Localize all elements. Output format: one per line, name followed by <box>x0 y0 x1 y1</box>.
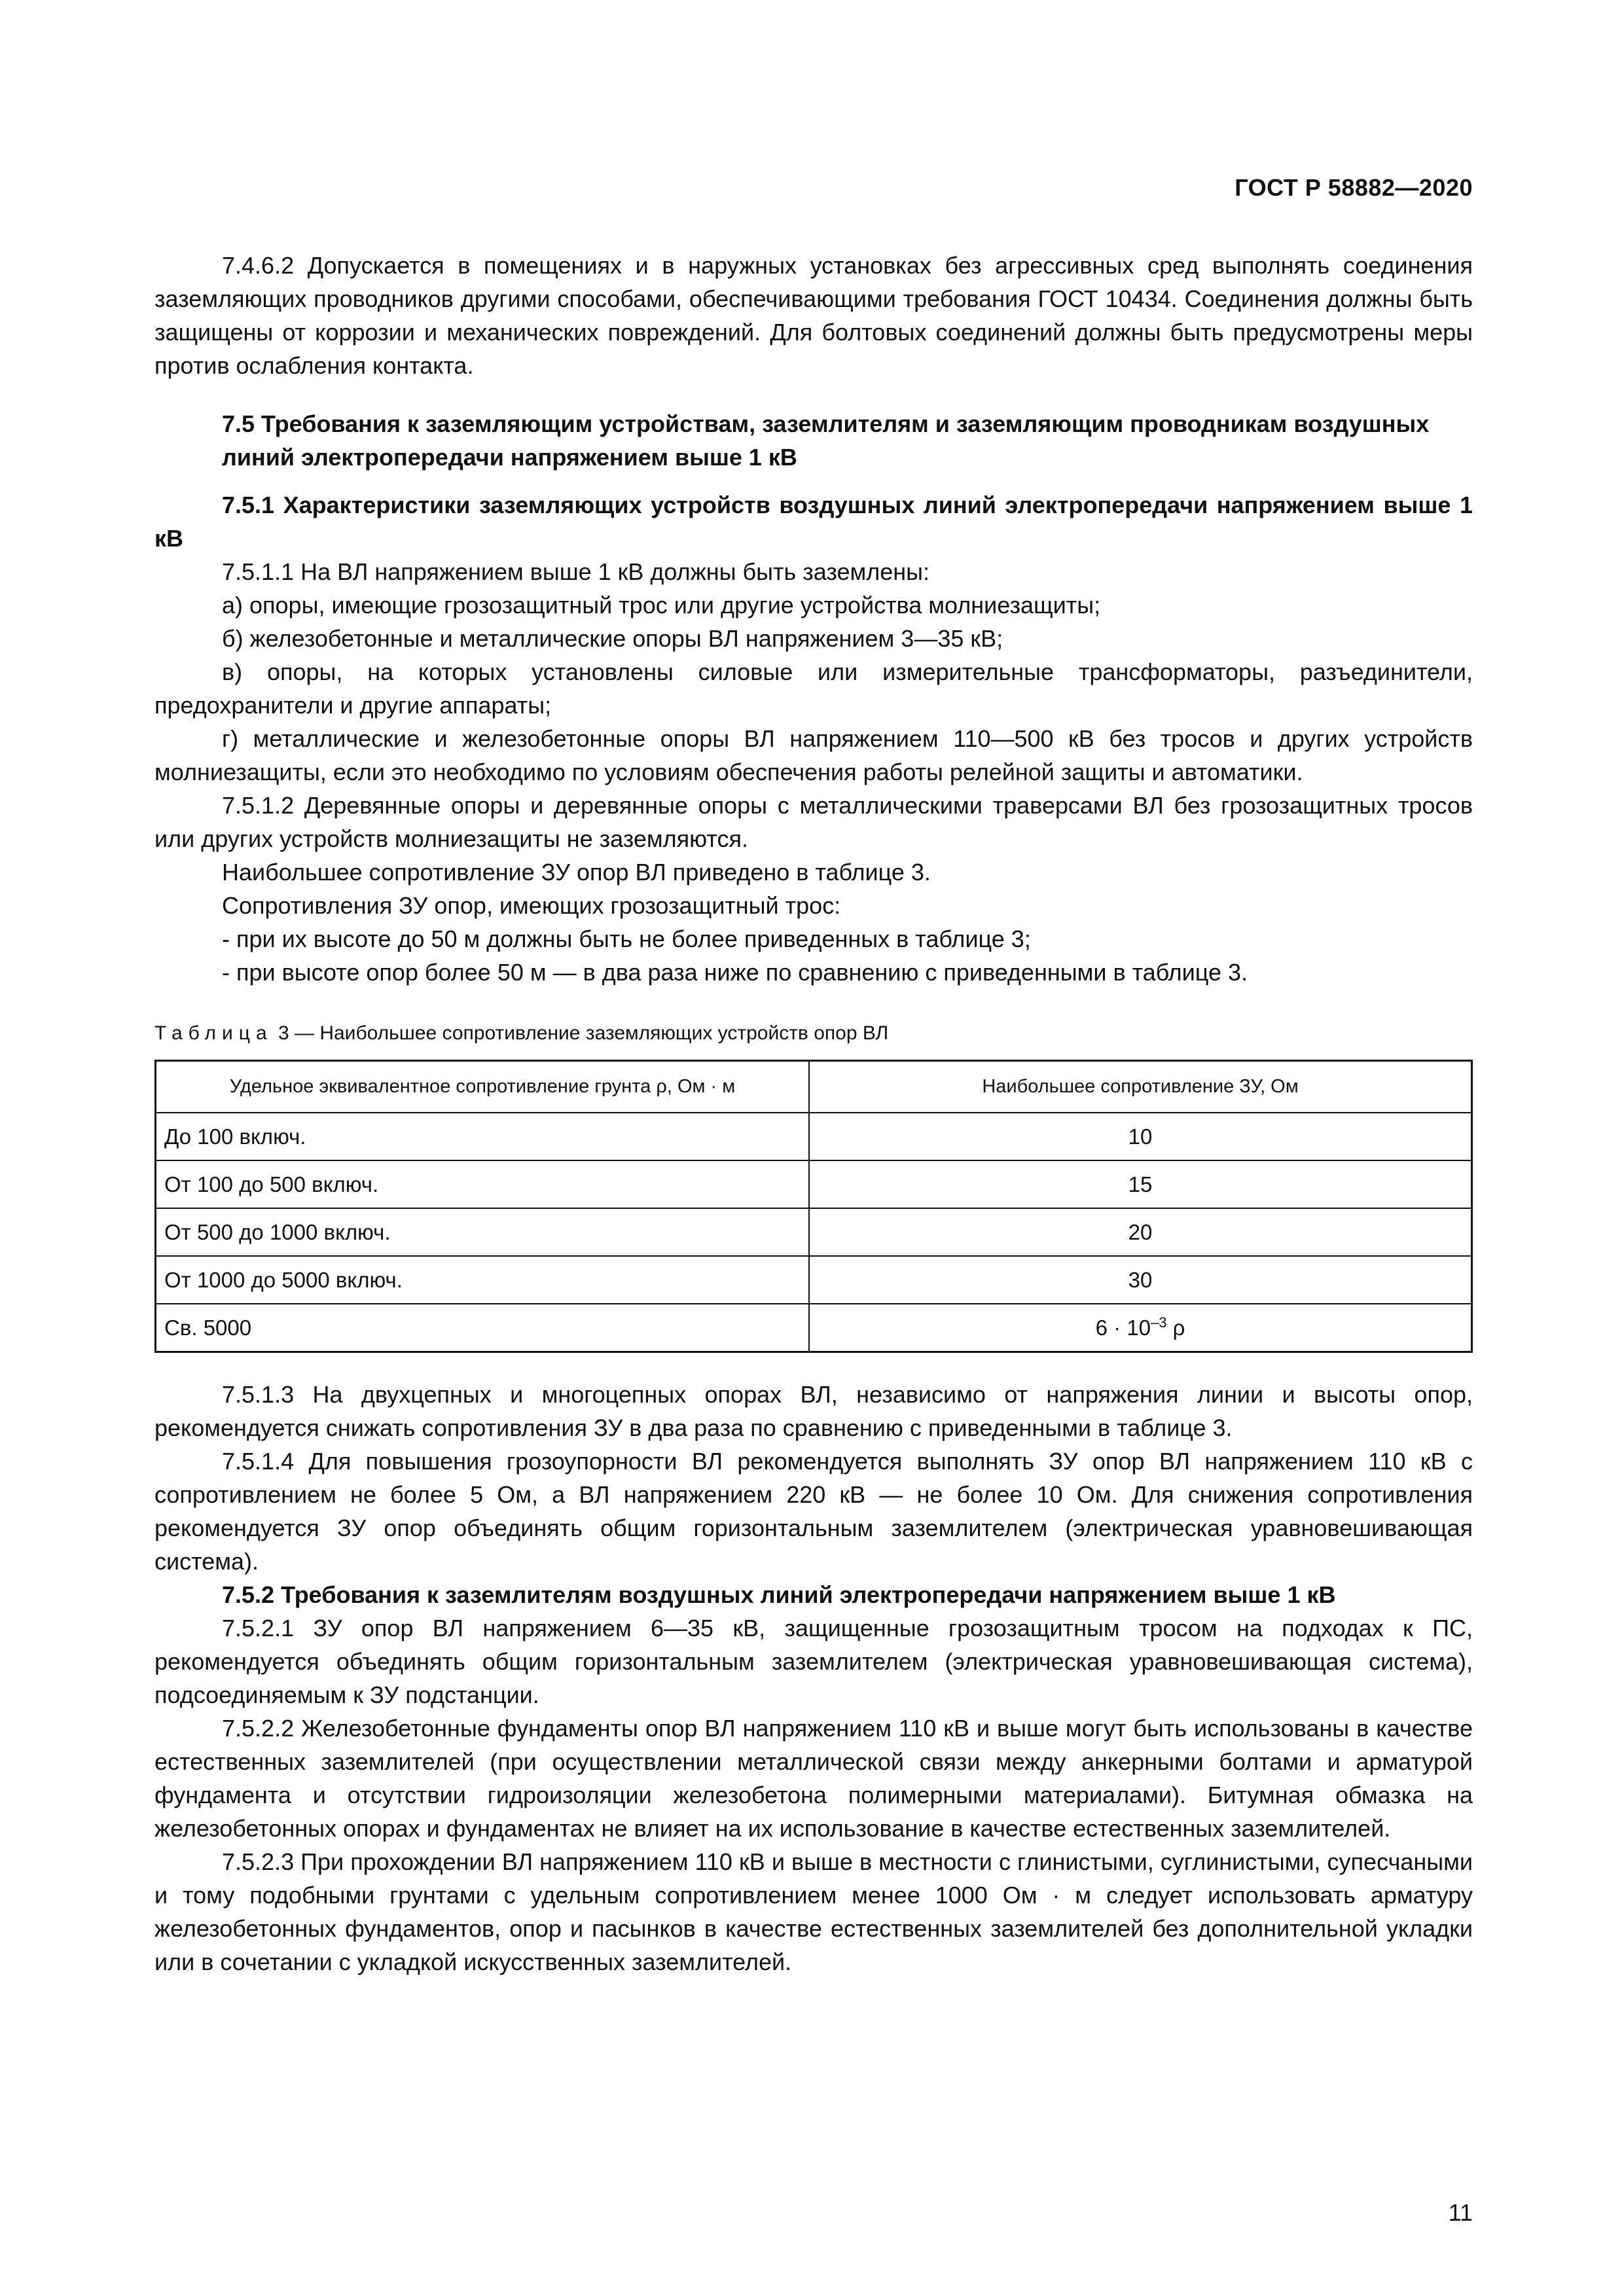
table-cell: 20 <box>809 1208 1472 1256</box>
table-caption <box>154 1020 1473 1047</box>
formula-base: 6 · 10 <box>1095 1316 1151 1340</box>
section-heading-7-5: 7.5 Требования к заземляющим устройствам, заземлителям и заземляющим проводникам воздушных линий электропередачи напряжением выше 1 кВ <box>222 410 1430 471</box>
table-row <box>156 1160 1472 1208</box>
paragraph-7-5-1-2: 7.5.1.2 Деревянные опоры и деревянные опоры с металлическими траверсами ВЛ без грозозащитных тросов или других устройств молниезащиты не заземляются. <box>154 792 1473 852</box>
paragraph-7-4-6-2: 7.4.6.2 Допускается в помещениях и в наружных установках без агрессивных сред выполнять соединения заземляющих проводников другими способами, обеспечивающими требования ГОСТ 10434. Соединения должны быть защищены от коррозии и механических повреждений. Для болтовых соединений должны быть предусмотрены меры против ослабления контакта. <box>154 252 1473 379</box>
table-header-soil-resistivity: Удельное эквивалентное сопротивление грунта ρ, Ом · м <box>156 1061 810 1113</box>
dash-item-1: - при их высоте до 50 м должны быть не более приведенных в таблице 3; <box>222 925 1031 952</box>
table-cell: Св. 5000 <box>156 1304 810 1352</box>
table-cell: От 100 до 500 включ. <box>156 1160 810 1208</box>
table-header-max-resistance: Наибольшее сопротивление ЗУ, Ом <box>809 1061 1472 1113</box>
list-item-g: г) металлические и железобетонные опоры ВЛ напряжением 110—500 кВ без тросов и других устройств молниезащиты, если это необходимо по условиям обеспечения работы релейной защиты и автоматики. <box>154 725 1473 785</box>
table-row <box>156 1304 1472 1352</box>
table-row <box>156 1256 1472 1304</box>
table-cell: 15 <box>809 1160 1472 1208</box>
subsection-heading-7-5-2: 7.5.2 Требования к заземлителям воздушных линий электропередачи напряжением выше 1 кВ <box>222 1581 1336 1608</box>
table-cell: До 100 включ. <box>156 1113 810 1160</box>
formula-rho: ρ <box>1166 1316 1185 1340</box>
paragraph-7-5-1-1: 7.5.1.1 На ВЛ напряжением выше 1 кВ должны быть заземлены: <box>222 558 930 585</box>
table-cell: 10 <box>809 1113 1472 1160</box>
paragraph-7-5-1-3: 7.5.1.3 На двухцепных и многоцепных опорах ВЛ, независимо от напряжения линии и высоты опор, рекомендуется снижать сопротивления ЗУ в два раза по сравнению с приведенными в таблице 3. <box>154 1381 1473 1441</box>
list-item-v: в) опоры, на которых установлены силовые или измерительные трансформаторы, разъединители, предохранители и другие аппараты; <box>154 658 1473 719</box>
table-row <box>156 1208 1472 1256</box>
paragraph-7-5-2-1: 7.5.2.1 ЗУ опор ВЛ напряжением 6—35 кВ, защищенные грозозащитным тросом на подходах к ПС, рекомендуется объединять общим горизонтальным заземлителем (электрическая уравновешивающая система), подсоединяемым к ЗУ подстанции. <box>154 1615 1473 1708</box>
formula-exponent: –3 <box>1150 1314 1167 1331</box>
table-caption-title: 3 — Наибольшее сопротивление заземляющих устройств опор ВЛ <box>272 1022 889 1044</box>
list-item-b: б) железобетонные и металлические опоры ВЛ напряжением 3—35 кВ; <box>222 625 1003 652</box>
paragraph-7-5-1-4: 7.5.1.4 Для повышения грозоупорности ВЛ рекомендуется выполнять ЗУ опор ВЛ напряжением 110 кВ с сопротивлением не более 5 Ом, а ВЛ напряжением 220 кВ — не более 10 Ом. Для снижения сопротивления рекомендуется ЗУ опор объединять общим горизонтальным заземлителем (электрическая уравновешивающая система). <box>154 1448 1473 1575</box>
paragraph-resistance: Сопротивления ЗУ опор, имеющих грозозащитный трос: <box>222 892 841 919</box>
page-number: 11 <box>1448 2199 1473 2226</box>
document-body <box>154 249 1473 1979</box>
paragraph-table-reference: Наибольшее сопротивление ЗУ опор ВЛ приведено в таблице 3. <box>222 859 931 886</box>
table-row <box>156 1113 1472 1160</box>
subsection-heading-7-5-1: 7.5.1 Характеристики заземляющих устройств воздушных линий электропередачи напряжением выше 1 кВ <box>154 492 1473 552</box>
paragraph-7-5-2-2: 7.5.2.2 Железобетонные фундаменты опор ВЛ напряжением 110 кВ и выше могут быть использованы в качестве естественных заземлителей (при осуществлении металлической связи между анкерными болтами и арматурой фундамента и отсутствии гидроизоляции железобетона полимерными материалами). Битумная обмазка на железобетонных опорах и фундаментах не влияет на их использование в качестве естественных заземлителей. <box>154 1715 1473 1842</box>
table-cell: 30 <box>809 1256 1472 1304</box>
table-cell: От 1000 до 5000 включ. <box>156 1256 810 1304</box>
paragraph-7-5-2-3: 7.5.2.3 При прохождении ВЛ напряжением 110 кВ и выше в местности с глинистыми, суглинистыми, супесчаными и тому подобными грунтами с удельным сопротивлением менее 1000 Ом · м следует использовать арматуру железобетонных фундаментов, опор и пасынков в качестве естественных заземлителей без дополнительной укладки или в сочетании с укладкой искусственных заземлителей. <box>154 1848 1473 1975</box>
dash-item-2: - при высоте опор более 50 м — в два раза ниже по сравнению с приведенными в таблице 3. <box>222 959 1248 986</box>
document-header: ГОСТ Р 58882—2020 <box>1235 174 1473 201</box>
table-header-row <box>156 1061 1472 1113</box>
table-caption-label: Таблица <box>154 1022 273 1044</box>
table-cell: От 500 до 1000 включ. <box>156 1208 810 1256</box>
table-cell-formula <box>809 1304 1472 1352</box>
list-item-a: а) опоры, имеющие грозозащитный трос или другие устройства молниезащиты; <box>222 592 1101 619</box>
resistance-table <box>154 1060 1473 1353</box>
